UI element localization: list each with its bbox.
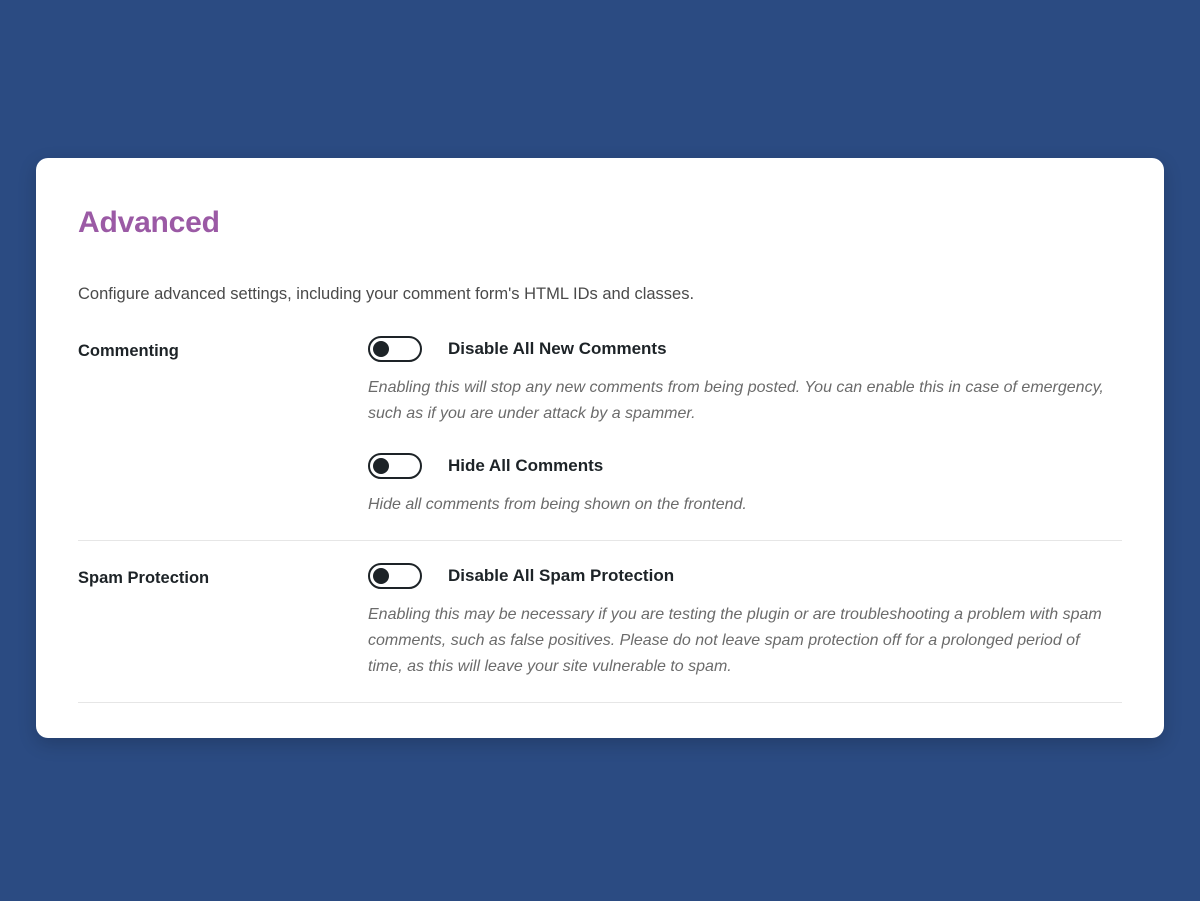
field-description-disable-all-spam-protection: Enabling this may be necessary if you are testing the plugin or are troubleshooting a problem with spam comments, such as false positives. Please do not leave spam protection off for a prolonged period of time, as this will leave your site vulnerable to spam. bbox=[368, 605, 1102, 675]
field-hide-all-comments bbox=[368, 453, 1122, 518]
page-description: Configure advanced settings, including your comment form's HTML IDs and classes. bbox=[78, 285, 695, 303]
toggle-line bbox=[368, 563, 1122, 589]
toggle-knob-icon bbox=[373, 341, 389, 357]
toggle-disable-all-new-comments[interactable] bbox=[368, 336, 422, 362]
field-description-hide-all-comments: Hide all comments from being shown on the frontend. bbox=[368, 495, 747, 513]
row-fields-spam-protection bbox=[368, 563, 1122, 680]
settings-row bbox=[78, 336, 1122, 541]
toggle-label-hide-all-comments: Hide All Comments bbox=[448, 455, 604, 475]
row-fields-commenting bbox=[368, 336, 1122, 518]
toggle-disable-all-spam-protection[interactable] bbox=[368, 563, 422, 589]
toggle-knob-icon bbox=[373, 568, 389, 584]
toggle-label-disable-all-new-comments: Disable All New Comments bbox=[448, 338, 667, 358]
settings-rows bbox=[78, 336, 1122, 702]
toggle-label-disable-all-spam-protection: Disable All Spam Protection bbox=[448, 565, 675, 585]
toggle-line bbox=[368, 453, 1122, 479]
field-disable-all-spam-protection bbox=[368, 563, 1122, 680]
field-disable-all-new-comments bbox=[368, 336, 1122, 427]
field-description-disable-all-new-comments: Enabling this will stop any new comments from being posted. You can enable this in case of emergency, such as if you are under attack by a spammer. bbox=[368, 379, 1104, 422]
toggle-line bbox=[368, 336, 1122, 362]
section-divider bbox=[78, 702, 1122, 703]
row-label-spam-protection: Spam Protection bbox=[78, 568, 210, 587]
page-title: Advanced bbox=[78, 206, 220, 239]
toggle-knob-icon bbox=[373, 458, 389, 474]
settings-card bbox=[36, 158, 1164, 738]
settings-row bbox=[78, 541, 1122, 702]
row-label-commenting: Commenting bbox=[78, 342, 179, 361]
toggle-hide-all-comments[interactable] bbox=[368, 453, 422, 479]
settings-card-body bbox=[36, 158, 1164, 703]
